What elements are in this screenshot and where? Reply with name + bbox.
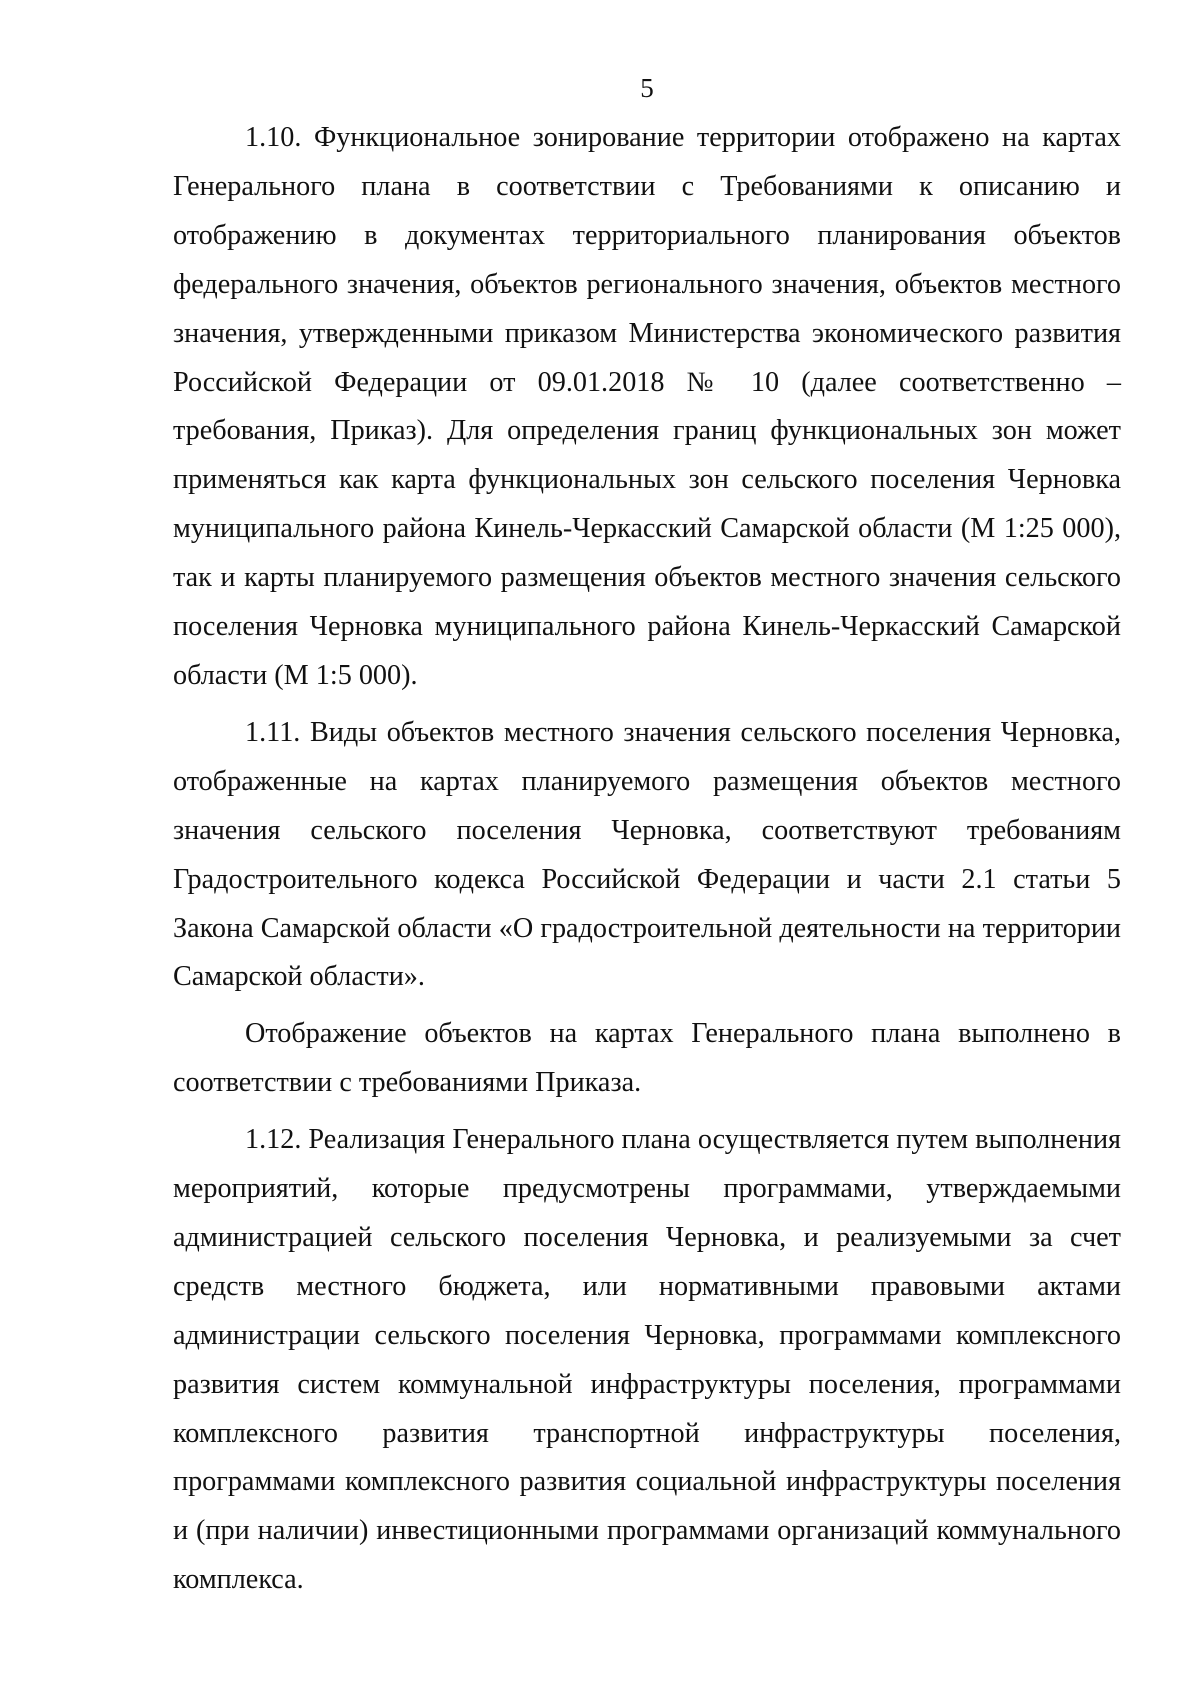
paragraph-1-12-plan-implementation: 1.12. Реализация Генерального плана осуществляется путем выполнения мероприятий, которые предусмотрены программами, утверждаемыми администрацией сельского поселения Черновка, и реализуемыми за счет средств местного бюджета, или нормативными правовыми актами администрации сельского поселения Черновка, программами комплексного развития систем коммунальной инфраструктуры поселения, программами комплексного развития транспортной инфраструктуры поселения, программами комплексного развития социальной инфраструктуры поселения и (при наличии) инвестиционными программами организаций коммунального комплекса. xyxy=(173,1124,1122,1596)
paragraph-1-10-functional-zoning: 1.10. Функциональное зонирование территории отображено на картах Генерального плана в соответствии с Требованиями к описанию и отображению в документах территориального планирования объектов федерального значения, объектов регионального значения, объектов местного значения, утвержденными приказом Министерства экономического развития Российской Федерации от 09.01.2018 № 10 (далее соответственно – требования, Приказ). Для определения границ функциональных зон может применяться как карта функциональных зон сельского поселения Черновка муниципального района Кинель-Черкасский Самарской области (М 1:25 000), так и карты планируемого размещения объектов местного значения сельского поселения Черновка муниципального района Кинель-Черкасский Самарской области (М 1:5 000). xyxy=(173,122,1121,691)
page-number: 5 xyxy=(640,73,654,103)
document-page xyxy=(173,62,1121,1605)
paragraph-1-11-local-objects: 1.11. Виды объектов местного значения сельского поселения Черновка, отображенные на картах планируемого размещения объектов местного значения сельского поселения Черновка, соответствуют требованиям Градостроительного кодекса Российской Федерации и части 2.1 статьи 5 Закона Самарской области «О градостроительной деятельности на территории Самарской области». xyxy=(173,716,1121,993)
paragraph-objects-display: Отображение объектов на картах Генерального плана выполнено в соответствии с требованиями Приказа. xyxy=(173,1018,1121,1099)
